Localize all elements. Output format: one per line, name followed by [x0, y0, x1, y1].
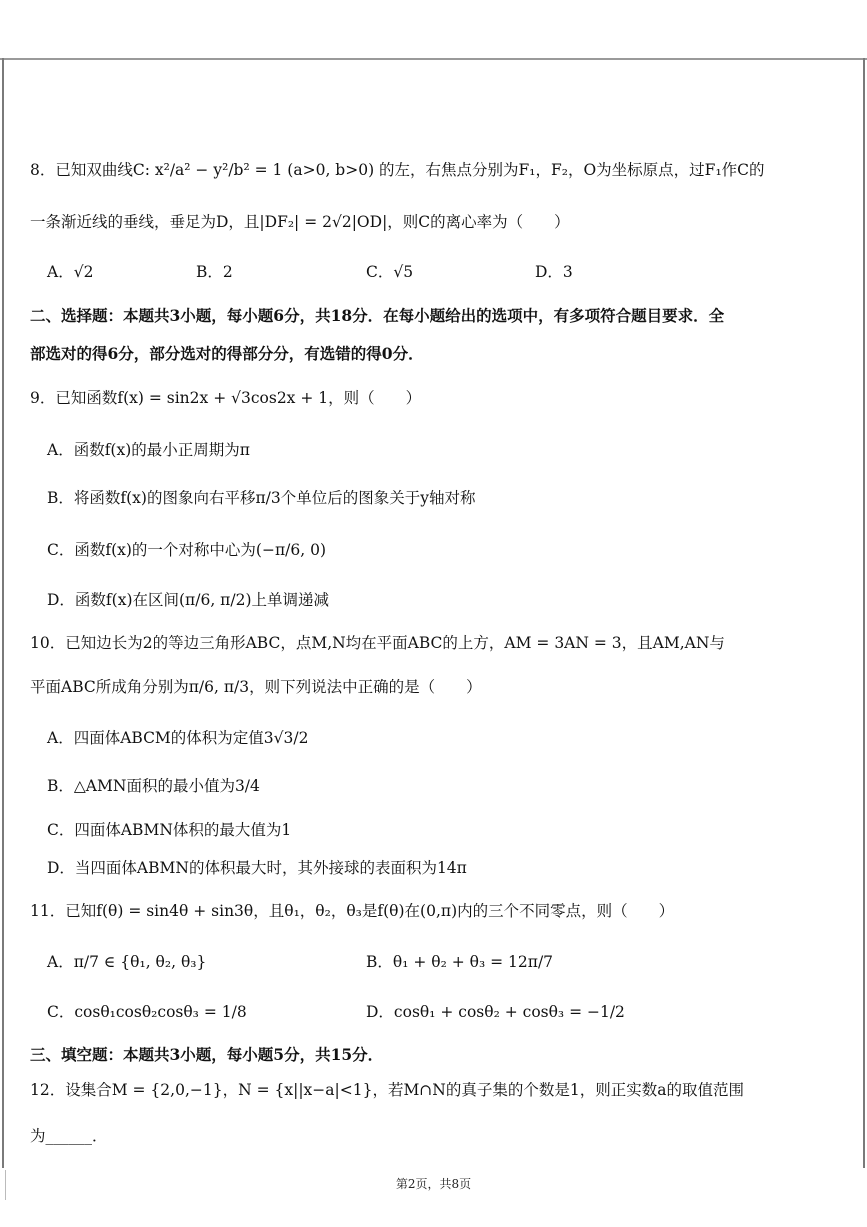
- page-top-border: [0, 58, 867, 60]
- q8-option-a: A．√2: [47, 263, 94, 281]
- q11-option-a: A．π/7 ∈ {θ₁, θ₂, θ₃}: [47, 953, 207, 971]
- section3-heading: 三、填空题：本题共3小题，每小题5分，共15分．: [30, 1045, 384, 1064]
- q10-stem-line2: 平面ABC所成角分别为π/6, π/3，则下列说法中正确的是（ ）: [30, 678, 482, 696]
- page-footer: 第2页，共8页: [395, 1177, 472, 1191]
- section2-heading-line1: 二、选择题：本题共3小题，每小题6分，共18分．在每小题给出的选项中，有多项符合题目要求．全: [30, 306, 725, 325]
- q11-option-d: D．cosθ₁ + cosθ₂ + cosθ₃ = −1/2: [366, 1003, 625, 1021]
- section2-heading-line2: 部选对的得6分，部分选对的得部分分，有选错的得0分．: [30, 344, 424, 363]
- q12-stem-line2: 为______．: [30, 1127, 108, 1145]
- page-left-border: [2, 58, 4, 1168]
- q10-option-a: A．四面体ABCM的体积为定值3√3/2: [47, 729, 309, 747]
- q9-stem: 9．已知函数f(x) = sin2x + √3cos2x + 1，则（ ）: [30, 389, 422, 407]
- q9-option-a: A．函数f(x)的最小正周期为π: [47, 441, 250, 459]
- q8-option-b: B．2: [196, 263, 233, 281]
- q8-stem-line2: 一条渐近线的垂线，垂足为D，且|DF₂| = 2√2|OD|，则C的离心率为（ ）: [30, 213, 570, 231]
- q8-option-c: C．√5: [366, 263, 414, 281]
- q9-option-d: D．函数f(x)在区间(π/6, π/2)上单调递减: [47, 591, 329, 609]
- q10-option-b: B．△AMN面积的最小值为3/4: [47, 777, 260, 795]
- q12-stem-line1: 12．设集合M = {2,0,−1}，N = {x||x−a|<1}，若M∩N的真子集的个数是1，则正实数a的取值范围: [30, 1081, 744, 1099]
- q10-option-d: D．当四面体ABMN的体积最大时，其外接球的表面积为14π: [47, 859, 467, 877]
- q9-option-c: C．函数f(x)的一个对称中心为(−π/6, 0): [47, 541, 327, 559]
- q8-option-d: D．3: [535, 263, 573, 281]
- q11-option-b: B．θ₁ + θ₂ + θ₃ = 12π/7: [366, 953, 554, 971]
- q10-stem-line1: 10．已知边长为2的等边三角形ABC，点M,N均在平面ABC的上方，AM = 3AN = 3，且AM,AN与: [30, 634, 725, 652]
- q9-option-b: B．将函数f(x)的图象向右平移π/3个单位后的图象关于y轴对称: [47, 489, 476, 507]
- page-right-border: [863, 58, 865, 1168]
- q10-option-c: C．四面体ABMN体积的最大值为1: [47, 821, 292, 839]
- q8-stem-line1: 8．已知双曲线C: x²/a² − y²/b² = 1 (a>0, b>0) 的左，右焦点分别为F₁，F₂，O为坐标原点，过F₁作C的: [30, 161, 765, 179]
- q11-option-c: C．cosθ₁cosθ₂cosθ₃ = 1/8: [47, 1003, 247, 1021]
- q11-stem: 11．已知f(θ) = sin4θ + sin3θ，且θ₁，θ₂，θ₃是f(θ)在(0,π)内的三个不同零点，则（ ）: [30, 902, 675, 920]
